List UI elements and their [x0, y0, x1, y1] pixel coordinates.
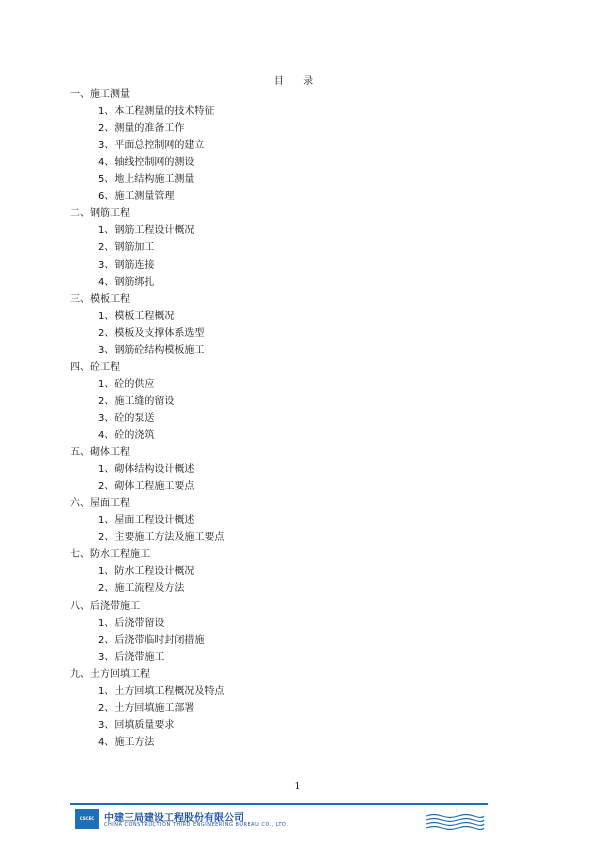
toc-chapter: 八、后浇带施工	[70, 600, 140, 612]
toc-chapter: 四、砼工程	[70, 361, 120, 373]
toc-item: 4、砼的浇筑	[98, 430, 155, 441]
footer	[70, 808, 488, 832]
toc-item: 1、砌体结构设计概述	[98, 464, 195, 476]
company-logo-mark: CSCEC	[79, 816, 95, 821]
toc-chapter: 一、施工测量	[70, 89, 130, 100]
toc-item: 4、施工方法	[98, 736, 155, 748]
toc-item: 6、施工测量管理	[98, 191, 175, 203]
toc-item: 2、主要施工方法及施工要点	[98, 532, 225, 544]
toc-item: 3、回填质量要求	[98, 719, 175, 731]
company-logo	[75, 809, 99, 829]
footer-divider	[70, 803, 488, 805]
toc-item: 5、地上结构施工测量	[98, 174, 195, 186]
toc-item: 3、钢筋砼结构模板施工	[98, 344, 205, 356]
toc-item: 2、土方回填施工部署	[98, 702, 195, 714]
toc-chapter: 三、模板工程	[70, 293, 130, 305]
company-name: 中建三局建设工程股份有限公司	[104, 813, 244, 824]
toc-item: 4、轴线控制网的测设	[98, 157, 195, 169]
toc-chapter: 九、土方回填工程	[70, 668, 150, 680]
toc-title: 目 录	[273, 76, 322, 87]
company-name-en: CHINA CONSTRUCTION THIRD ENGINEERING BUREAU CO., LTD.	[104, 822, 289, 828]
toc-chapter: 二、钢筋工程	[70, 208, 130, 220]
toc-item: 2、施工流程及方法	[98, 583, 185, 595]
toc-chapter: 五、砌体工程	[70, 447, 130, 459]
toc-item: 1、本工程测量的技术特征	[98, 106, 215, 118]
toc-item: 2、砌体工程施工要点	[98, 481, 195, 493]
toc-item: 2、测量的准备工作	[98, 123, 185, 135]
toc-item: 1、土方回填工程概况及特点	[98, 685, 225, 697]
toc-item: 1、钢筋工程设计概况	[98, 225, 195, 237]
toc-item: 2、模板及支撑体系选型	[98, 327, 205, 339]
toc-item: 1、防水工程设计概况	[98, 566, 195, 578]
toc-item: 1、砼的供应	[98, 378, 155, 390]
toc-item: 3、钢筋连接	[98, 259, 155, 271]
toc-item: 1、模板工程概况	[98, 310, 175, 322]
page-number: 1	[294, 782, 301, 792]
toc-item: 2、施工缝的留设	[98, 395, 175, 407]
toc-item: 3、砼的泵送	[98, 412, 155, 424]
toc-item: 1、后浇带留设	[98, 617, 165, 629]
toc-item: 3、平面总控制网的建立	[98, 140, 205, 152]
toc-item: 4、钢筋绑扎	[98, 276, 155, 288]
toc-item: 2、后浇带临时封闭措施	[98, 634, 205, 646]
toc-item: 3、后浇带施工	[98, 651, 165, 663]
toc-chapter: 六、屋面工程	[70, 498, 130, 510]
toc-chapter: 七、防水工程施工	[70, 549, 150, 561]
toc-item: 1、屋面工程设计概述	[98, 515, 195, 527]
toc-item: 2、钢筋加工	[98, 242, 155, 254]
wave-decoration-icon	[424, 810, 486, 830]
